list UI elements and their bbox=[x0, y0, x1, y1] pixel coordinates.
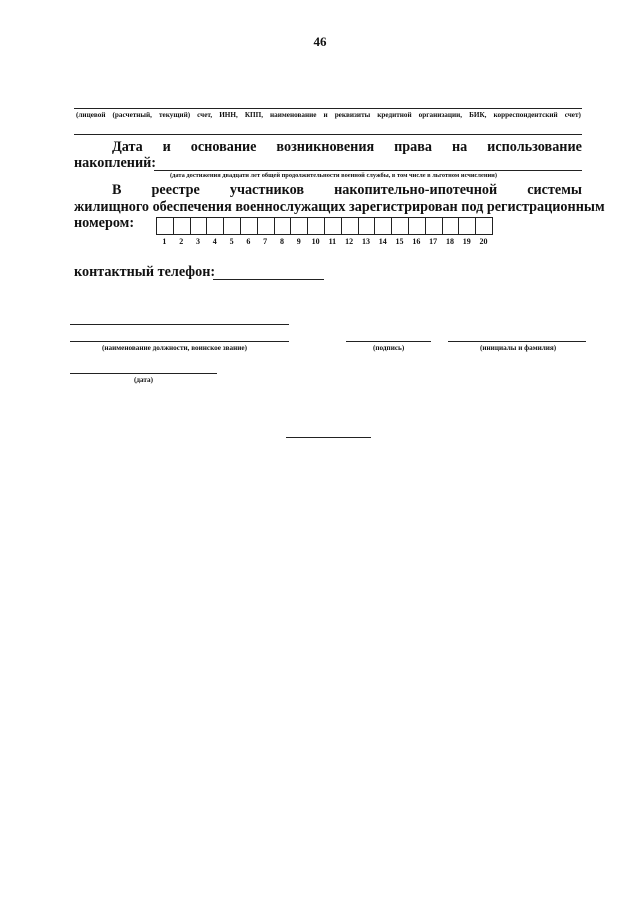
registration-cell-index: 18 bbox=[445, 237, 454, 246]
date-basis-word: и bbox=[162, 139, 171, 155]
bank-details-caption-word: кредитной bbox=[377, 111, 412, 119]
bank-details-caption-word: БИК, bbox=[469, 111, 487, 119]
date-basis-word: на bbox=[451, 139, 468, 155]
registration-digit-cell[interactable] bbox=[459, 217, 476, 235]
registration-cell-index: 3 bbox=[195, 237, 200, 246]
registry-word: В bbox=[112, 182, 122, 198]
position-line-2 bbox=[70, 341, 289, 342]
registration-cell-index: 8 bbox=[279, 237, 284, 246]
date-basis-word: возникновения bbox=[276, 139, 375, 155]
page-number: 46 bbox=[313, 34, 327, 49]
phone-line bbox=[213, 279, 324, 280]
registration-cell-index: 20 bbox=[479, 237, 488, 246]
registration-digit-cell[interactable] bbox=[443, 217, 460, 235]
registration-digit-cell[interactable] bbox=[174, 217, 191, 235]
registration-digit-cell[interactable] bbox=[426, 217, 443, 235]
registration-digit-cell[interactable] bbox=[409, 217, 426, 235]
registration-digit-cell[interactable] bbox=[207, 217, 224, 235]
bank-details-line bbox=[74, 108, 582, 109]
registry-word: реестре bbox=[151, 182, 200, 198]
registration-digit-cell[interactable] bbox=[476, 217, 493, 235]
registration-digit-cell[interactable] bbox=[392, 217, 409, 235]
bank-details-caption-word: организации, bbox=[418, 111, 463, 119]
registration-digit-cell[interactable] bbox=[241, 217, 258, 235]
registration-cell-index: 2 bbox=[179, 237, 184, 246]
bank-details-caption-word: КПП, bbox=[244, 111, 264, 119]
registration-cell-index: 6 bbox=[246, 237, 251, 246]
date-line bbox=[70, 373, 217, 374]
date-basis-label: накоплений: bbox=[74, 155, 157, 171]
bank-details-caption-word: текущий) bbox=[159, 111, 191, 119]
closing-separator bbox=[286, 437, 371, 438]
registration-cell-index: 14 bbox=[378, 237, 387, 246]
position-line-1 bbox=[70, 324, 289, 325]
name-caption: (инициалы и фамилия) bbox=[480, 344, 557, 352]
name-line bbox=[448, 341, 586, 342]
date-basis-word: права bbox=[394, 139, 433, 155]
registry-word: системы bbox=[527, 182, 582, 198]
signature-caption: (подпись) bbox=[373, 344, 405, 352]
registration-cell-index: 16 bbox=[412, 237, 421, 246]
registration-digit-cell[interactable] bbox=[342, 217, 359, 235]
registration-number-grid bbox=[156, 217, 493, 235]
registration-cell-index: 19 bbox=[462, 237, 471, 246]
registration-digit-cell[interactable] bbox=[325, 217, 342, 235]
registration-digit-cell[interactable] bbox=[359, 217, 376, 235]
registration-cell-index: 17 bbox=[429, 237, 438, 246]
registration-digit-cell[interactable] bbox=[258, 217, 275, 235]
bank-details-caption-word: (лицевой bbox=[76, 111, 106, 119]
registration-cell-index: 12 bbox=[345, 237, 354, 246]
registration-digit-cell[interactable] bbox=[157, 217, 174, 235]
registration-cell-index: 9 bbox=[296, 237, 301, 246]
date-basis-word: использование bbox=[487, 139, 582, 155]
registration-cell-index: 1 bbox=[162, 237, 167, 246]
registration-digit-cell[interactable] bbox=[191, 217, 208, 235]
registration-digit-cell[interactable] bbox=[291, 217, 308, 235]
bank-details-caption-word: счет, bbox=[197, 111, 213, 119]
registration-cell-index: 7 bbox=[263, 237, 268, 246]
date-basis-word: Дата bbox=[112, 139, 143, 155]
registry-word: накопительно-ипотечной bbox=[334, 182, 498, 198]
registration-number-indices bbox=[156, 237, 492, 246]
registration-digit-cell[interactable] bbox=[224, 217, 241, 235]
bank-details-caption-word: (расчетный, bbox=[112, 111, 152, 119]
bank-details-caption bbox=[76, 111, 581, 119]
bank-details-caption-word: счет) bbox=[564, 111, 581, 119]
registration-cell-index: 13 bbox=[361, 237, 370, 246]
bank-details-line-2 bbox=[74, 134, 582, 135]
bank-details-caption-word: реквизиты bbox=[334, 111, 371, 119]
bank-details-caption-word: корреспондентский bbox=[493, 111, 558, 119]
registry-paragraph-line1 bbox=[112, 182, 582, 199]
date-basis-word: основание bbox=[190, 139, 257, 155]
registration-cell-index: 10 bbox=[311, 237, 320, 246]
bank-details-caption-word: наименование bbox=[270, 111, 317, 119]
date-basis-caption: (дата достижения двадцати лет общей продолжительности военной службы, в том числе в льготном исчислении) bbox=[170, 172, 497, 179]
signature-line bbox=[346, 341, 431, 342]
registration-cell-index: 5 bbox=[229, 237, 234, 246]
registration-digit-cell[interactable] bbox=[375, 217, 392, 235]
registration-cell-index: 4 bbox=[212, 237, 217, 246]
position-caption: (наименование должности, воинское звание) bbox=[102, 344, 247, 352]
registry-paragraph-line2: жилищного обеспечения военнослужащих зарегистрирован под регистрационным bbox=[74, 199, 605, 215]
registration-digit-cell[interactable] bbox=[275, 217, 292, 235]
registry-label: номером: bbox=[74, 215, 135, 231]
bank-details-caption-word: ИНН, bbox=[219, 111, 238, 119]
registry-word: участников bbox=[229, 182, 305, 198]
registration-digit-cell[interactable] bbox=[308, 217, 325, 235]
registration-cell-index: 11 bbox=[328, 237, 337, 246]
date-caption: (дата) bbox=[134, 376, 154, 384]
date-basis-line bbox=[154, 170, 582, 171]
date-basis-paragraph-line1 bbox=[112, 139, 582, 156]
phone-label: контактный телефон: bbox=[74, 264, 216, 280]
bank-details-caption-word: и bbox=[323, 111, 328, 119]
registration-cell-index: 15 bbox=[395, 237, 404, 246]
